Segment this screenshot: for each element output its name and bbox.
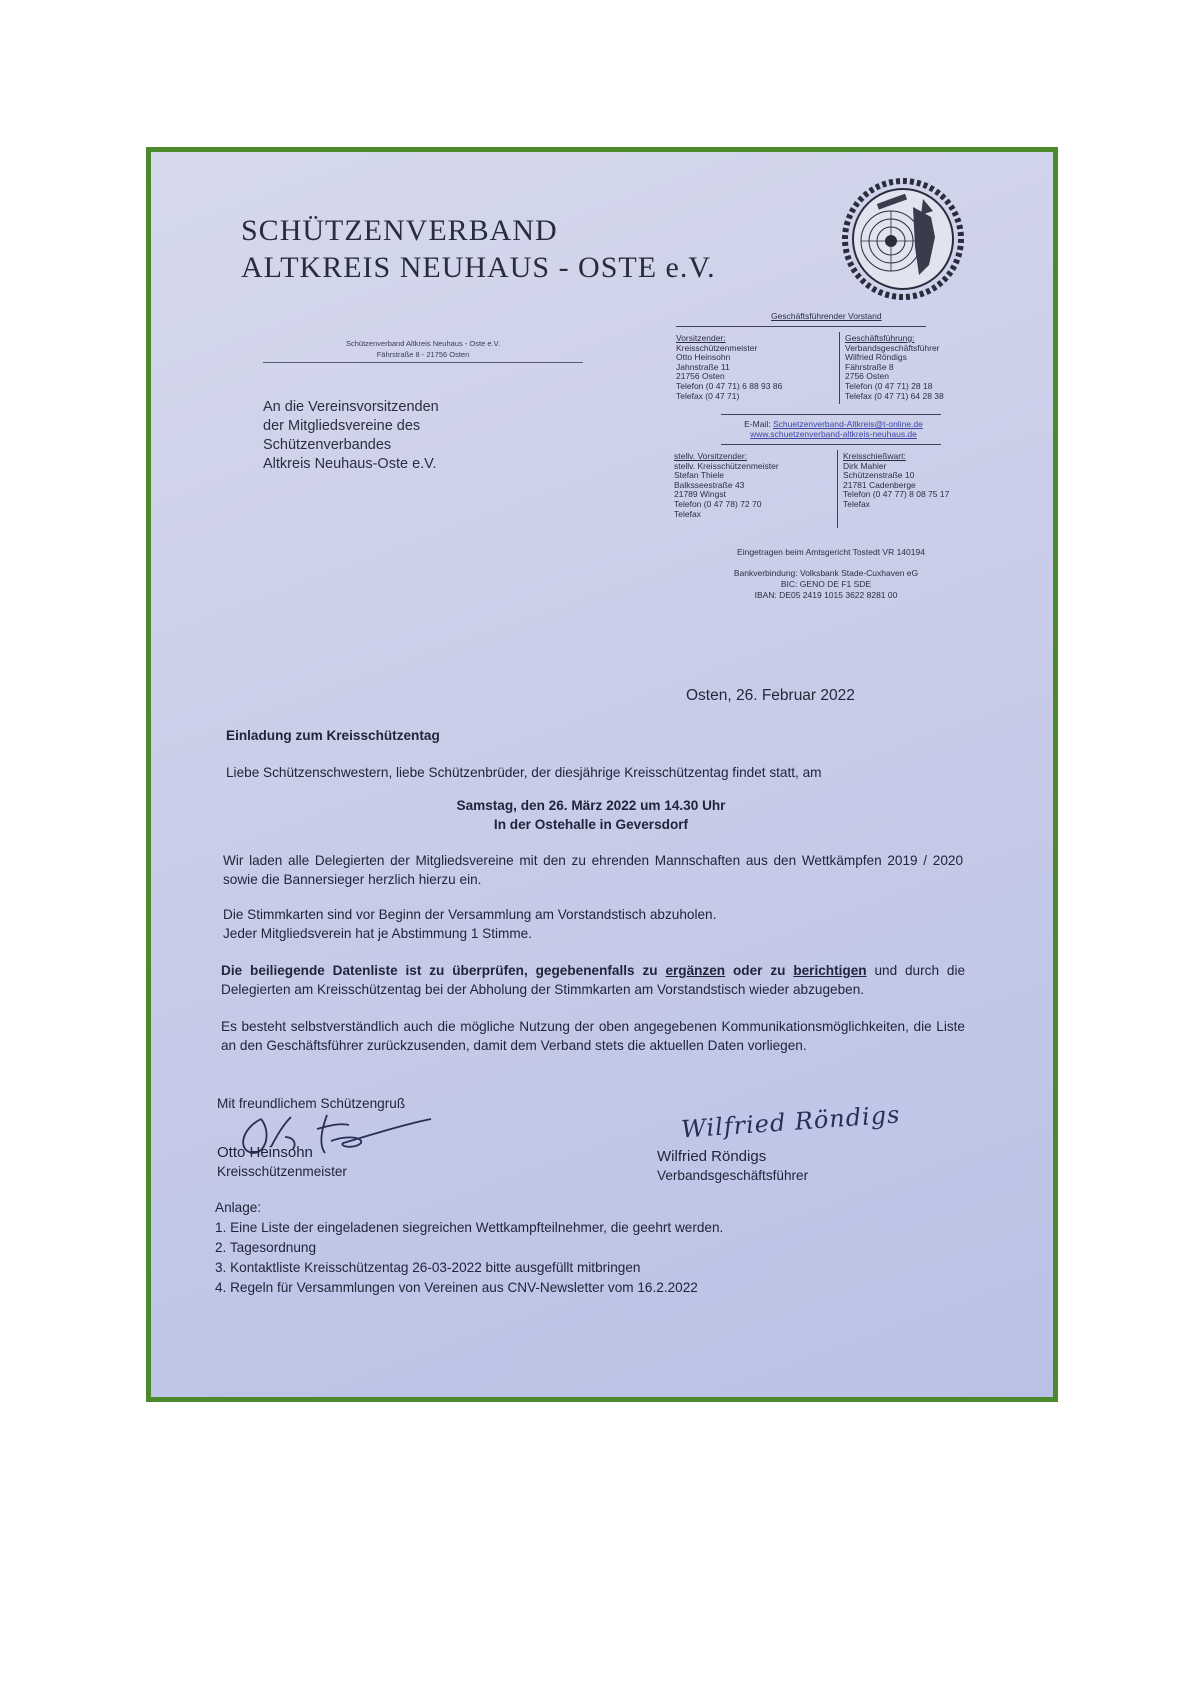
deputy-line: 21789 Wingst <box>674 489 726 500</box>
shooting-role: Kreisschießwart: <box>843 451 906 461</box>
manager-line: Verbandsgeschäftsführer <box>845 342 940 353</box>
voting-line-1: Die Stimmkarten sind vor Beginn der Versammlung am Vorstandstisch abzuholen. <box>223 907 717 922</box>
paragraph-communication: Es besteht selbstverständlich auch die mögliche Nutzung der oben angegebenen Kommunikationsmöglichkeiten, die Liste an den Geschäftsführer zurückzusenden, damit dem Verband stets die aktuellen Daten vorliegen. <box>221 1019 965 1053</box>
datalist-bold-1: Die beiliegende Datenliste ist zu überprüfen, gegebenenfalls zu <box>221 963 666 978</box>
chair-line: Jahnstraße 11 <box>676 361 730 372</box>
deputy-line: Balksseestraße 43 <box>674 479 745 490</box>
shooting-block <box>843 452 993 510</box>
shooting-line: Telefax <box>843 498 870 509</box>
signer-1 <box>217 1144 347 1181</box>
chair-block <box>676 334 831 401</box>
closing-greeting: Mit freundlichem Schützengruß <box>217 1096 406 1111</box>
datalist-rest: und durch die Delegierten am Kreisschützentag bei der Abholung der Stimmkarten am Vorstandstisch wieder abzugeben. <box>221 963 966 997</box>
board-vrule-1 <box>839 332 840 404</box>
board-top-rule <box>676 326 926 327</box>
deputy-line: Telefon (0 47 78) 72 70 <box>674 498 762 509</box>
recipient-line: An die Vereinsvorsitzenden <box>263 399 439 415</box>
signer-2-title: Verbandsgeschäftsführer <box>657 1167 809 1183</box>
manager-line: Telefon (0 47 71) 28 18 <box>845 380 933 391</box>
event-date: Samstag, den 26. März 2022 um 14.30 Uhr <box>456 798 726 813</box>
board-heading: Geschäftsführender Vorstand <box>771 311 882 321</box>
signer-1-name: Otto Heinsohn <box>217 1144 313 1161</box>
attachment-item: 4. Regeln für Versammlungen von Vereinen aus CNV-Newsletter vom 16.2.2022 <box>215 1280 698 1295</box>
chair-line: Kreisschützenmeister <box>676 342 758 353</box>
website-link[interactable]: www.schuetzenverband-altkreis-neuhaus.de <box>750 428 917 439</box>
letterhead-title <box>241 212 716 286</box>
manager-line: Fährstraße 8 <box>845 361 894 372</box>
datalist-underline-2: berichtigen <box>793 963 867 978</box>
shooting-line: Schützenstraße 10 <box>843 470 915 481</box>
board-vrule-2 <box>837 450 838 528</box>
chair-line: Telefon (0 47 71) 6 88 93 86 <box>676 380 783 391</box>
sender-line-2: Fährstraße 8 - 21756 Osten <box>376 350 470 359</box>
manager-block <box>845 334 995 401</box>
paragraph-voting <box>223 906 963 943</box>
document-photo <box>146 147 1058 1402</box>
signer-1-title: Kreisschützenmeister <box>217 1163 347 1179</box>
attachment-item: 3. Kontaktliste Kreisschützentag 26-03-2022 bitte ausgefüllt mitbringen <box>215 1260 641 1275</box>
datalist-bold-2: oder zu <box>725 963 794 978</box>
manager-role: Geschäftsführung: <box>845 333 915 343</box>
datalist-underline-1: ergänzen <box>665 963 726 978</box>
association-seal-icon <box>841 177 965 301</box>
letter-intro: Liebe Schützenschwestern, liebe Schützenbrüder, der diesjährige Kreisschützentag findet statt, am <box>226 765 822 780</box>
letter-subject: Einladung zum Kreisschützentag <box>226 728 440 743</box>
registry-note: Eingetragen beim Amtsgericht Tostedt VR 140194 <box>737 547 925 557</box>
contact-block <box>716 420 951 439</box>
event-location: In der Ostehalle in Geversdorf <box>493 816 689 832</box>
deputy-line: stellv. Kreisschützenmeister <box>674 460 779 471</box>
title-line-2: ALTKREIS NEUHAUS - OSTE e.V. <box>241 251 716 284</box>
recipient-line: Altkreis Neuhaus-Oste e.V. <box>263 456 437 472</box>
bank-line: Bankverbindung: Volksbank Stade-Cuxhaven eG <box>733 568 919 578</box>
sender-address <box>263 338 583 360</box>
attachment-item: 1. Eine Liste der eingeladenen siegreichen Wettkampfteilnehmer, die geehrt werden. <box>215 1220 724 1235</box>
deputy-role: stellv. Vorsitzender: <box>674 451 748 461</box>
event-block <box>226 797 956 834</box>
recipient-line: Schützenverbandes <box>263 437 392 453</box>
attachment-item: 2. Tagesordnung <box>215 1240 317 1255</box>
letter-date: Osten, 26. Februar 2022 <box>686 687 855 704</box>
signature-wilfried-roendigs: Wilfried Röndigs <box>680 1100 902 1144</box>
shooting-line: Dirk Mahler <box>843 460 887 471</box>
email-link[interactable]: Schuetzenverband-Altkreis@t-online.de <box>772 419 923 429</box>
recipient-line: der Mitgliedsvereine des <box>263 418 421 434</box>
recipient-block <box>263 398 439 474</box>
shooting-line: Telefon (0 47 77) 8 08 75 17 <box>843 489 950 500</box>
bank-block <box>696 568 956 601</box>
attachments <box>215 1198 723 1298</box>
manager-line: Telefax (0 47 71) 64 28 38 <box>845 390 944 401</box>
bank-line: IBAN: DE05 2419 1015 3622 8281 00 <box>754 590 898 600</box>
sender-line-1: Schützenverband Altkreis Neuhaus - Oste e.V. <box>346 339 500 348</box>
email-label: E-Mail: <box>744 419 771 429</box>
chair-line: Telefax (0 47 71) <box>676 390 740 401</box>
attachments-label: Anlage: <box>215 1200 262 1215</box>
shooting-line: 21781 Cadenberge <box>843 479 916 490</box>
deputy-block <box>674 452 829 519</box>
board-mid-rule-1 <box>721 414 941 415</box>
title-line-1: SCHÜTZENVERBAND <box>241 214 558 247</box>
deputy-line: Telefax <box>674 508 701 519</box>
board-mid-rule-2 <box>721 444 941 445</box>
manager-line: 2756 Osten <box>845 371 889 382</box>
manager-line: Wilfried Röndigs <box>845 352 907 363</box>
sender-divider <box>263 362 583 363</box>
paragraph-invitation: Wir laden alle Delegierten der Mitgliedsvereine mit den zu ehrenden Mannschaften aus den Wettkämpfen 2019 / 2020 sowie die Bannersieger herzlich hierzu ein. <box>223 853 963 887</box>
voting-line-2: Jeder Mitgliedsverein hat je Abstimmung 1 Stimme. <box>223 925 533 941</box>
chair-line: 21756 Osten <box>676 371 725 382</box>
paragraph-datalist <box>221 962 965 999</box>
chair-line: Otto Heinsohn <box>676 352 731 363</box>
bank-line: BIC: GENO DE F1 SDE <box>780 579 872 589</box>
chair-role: Vorsitzender: <box>676 333 726 343</box>
signer-2-name: Wilfried Röndigs <box>657 1148 767 1165</box>
signer-2 <box>657 1148 808 1185</box>
deputy-line: Stefan Thiele <box>674 470 724 481</box>
